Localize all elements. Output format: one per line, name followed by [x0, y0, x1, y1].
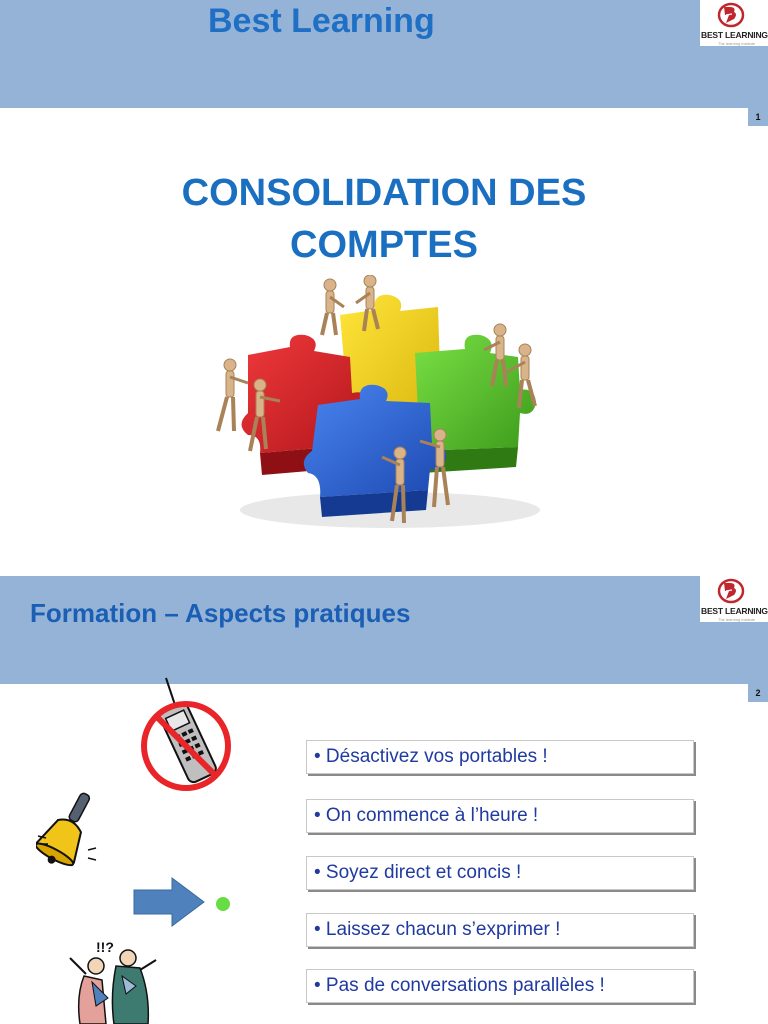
logo-text: BEST LEARNING — [701, 30, 768, 40]
arrow-right-icon — [132, 876, 206, 928]
header-title: Formation – Aspects pratiques — [30, 598, 411, 628]
logo-mark-icon — [716, 2, 746, 28]
bullet-text: • On commence à l’heure ! — [314, 805, 539, 826]
header-title: Best Learning — [208, 2, 435, 40]
no-phone-icon — [136, 676, 236, 791]
slide-title-line-1: CONSOLIDATION DES — [181, 172, 587, 214]
slide-header — [0, 576, 768, 684]
green-dot-icon — [215, 896, 231, 912]
best-learning-logo — [700, 576, 768, 622]
slide-2 — [0, 576, 768, 1024]
bell-icon — [36, 788, 100, 874]
bullet-text: • Pas de conversations parallèles ! — [314, 975, 605, 996]
puzzle-piece-blue — [304, 385, 446, 517]
page-number: 2 — [748, 684, 768, 702]
page-number: 1 — [748, 108, 768, 126]
logo-subtitle: The learning institute — [718, 617, 756, 622]
logo-mark-icon — [716, 578, 746, 604]
slide-separator — [0, 562, 768, 576]
puzzle-illustration — [200, 275, 560, 545]
bullet-box-4 — [306, 913, 694, 947]
bullet-text: • Soyez direct et concis ! — [314, 862, 522, 883]
best-learning-logo — [700, 0, 768, 46]
slide-header — [0, 0, 768, 108]
bullet-box-5 — [306, 969, 694, 1003]
bullet-text: • Désactivez vos portables ! — [314, 746, 548, 767]
bullet-box-3 — [306, 856, 694, 890]
logo-text: BEST LEARNING — [701, 606, 768, 616]
bullet-box-1 — [306, 740, 694, 774]
people-cartoon-icon — [66, 936, 162, 1024]
slide-title-line-2: COMPTES — [290, 224, 478, 266]
bullet-box-2 — [306, 799, 694, 833]
bullet-text: • Laissez chacun s’exprimer ! — [314, 919, 561, 940]
logo-subtitle: The learning institute — [718, 41, 756, 46]
svg-text:!!?: !!? — [96, 939, 114, 955]
